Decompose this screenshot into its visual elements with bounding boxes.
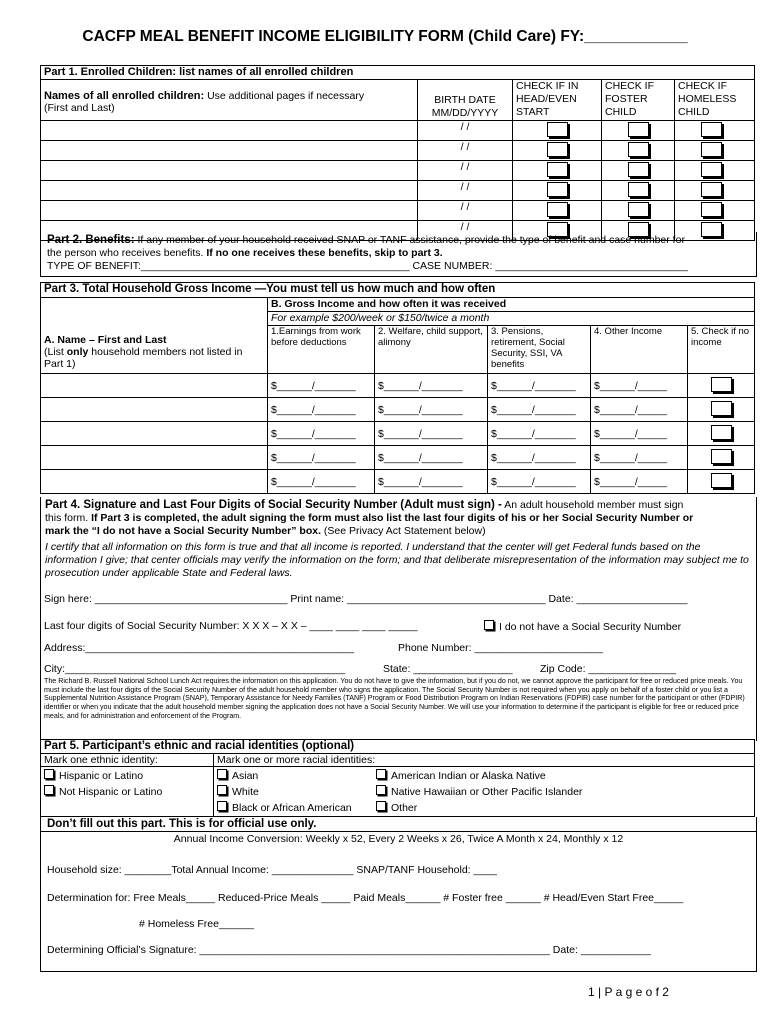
part2-text2b: If no one receives these benefits, skip to part 3. xyxy=(206,247,443,259)
other-income-cell[interactable]: $______/_____ xyxy=(591,422,688,446)
part2-section xyxy=(40,232,757,277)
names-header-sub: (First and Last) xyxy=(44,102,115,114)
race-options-left xyxy=(214,767,374,817)
household-size-line[interactable]: Household size: ________Total Annual Income: ______________ SNAP/TANF Household: ____ xyxy=(47,864,497,876)
headstart-cell xyxy=(513,121,602,141)
white-option[interactable]: White xyxy=(217,784,370,800)
sign-line[interactable]: Sign here: _________________________________ Print name: __________________________________ Date: ___________________ xyxy=(44,593,688,605)
earnings-cell[interactable]: $______/_______ xyxy=(268,470,375,494)
earnings-cell[interactable]: $______/_______ xyxy=(268,398,375,422)
no-income-cell xyxy=(688,398,755,422)
headstart-checkbox[interactable] xyxy=(547,182,568,197)
foster-checkbox[interactable] xyxy=(628,142,649,157)
child-row xyxy=(41,181,755,201)
child-name-cell[interactable] xyxy=(41,181,418,201)
city-field[interactable]: City:________________________________________________ xyxy=(44,663,346,675)
names-header-bold: Names of all enrolled children: xyxy=(44,90,205,102)
homeless-header: CHECK IF HOMELESS CHILD xyxy=(675,80,755,121)
household-member-row xyxy=(41,470,755,494)
headstart-checkbox[interactable] xyxy=(547,162,568,177)
part4-heading-rest: An adult household member must sign xyxy=(501,499,684,511)
col-noincome: 5. Check if no income xyxy=(688,326,755,374)
ethnic-options xyxy=(41,767,214,817)
homeless-checkbox[interactable] xyxy=(701,182,722,197)
homeless-cell xyxy=(675,161,755,181)
income-conversion: Annual Income Conversion: Weekly x 52, Every 2 Weeks x 26, Twice A Month x 24, Monthly x 12 xyxy=(173,833,624,845)
not-hispanic-checkbox[interactable] xyxy=(44,785,54,795)
homeless-free-line[interactable]: # Homeless Free______ xyxy=(139,918,254,930)
page-number: 1 | P a g e o f 2 xyxy=(588,985,669,999)
child-name-cell[interactable] xyxy=(41,161,418,181)
native-hawaiian-option[interactable]: Native Hawaiian or Other Pacific Islander xyxy=(376,784,751,800)
part4-heading: Part 4. Signature and Last Four Digits of Social Security Number (Adult must sign) - xyxy=(45,499,502,511)
pensions-cell[interactable]: $______/_______ xyxy=(488,374,591,398)
child-row xyxy=(41,121,755,141)
birthdate-cell[interactable]: / / xyxy=(418,181,513,201)
col-other: 4. Other Income xyxy=(591,326,688,374)
birthdate-cell[interactable]: / / xyxy=(418,221,513,241)
no-income-cell xyxy=(688,374,755,398)
pensions-cell[interactable]: $______/_______ xyxy=(488,422,591,446)
headstart-header: CHECK IF IN HEAD/EVEN START xyxy=(513,80,602,121)
other-income-cell[interactable]: $______/_____ xyxy=(591,374,688,398)
household-member-row xyxy=(41,374,755,398)
other-income-cell[interactable]: $______/_____ xyxy=(591,470,688,494)
american-indian-option[interactable]: American Indian or Alaska Native xyxy=(376,768,751,784)
welfare-cell[interactable]: $______/_______ xyxy=(375,422,488,446)
ssn-field[interactable]: Last four digits of Social Security Number: X X X – X X – ____ ____ ____ _____ xyxy=(44,620,418,632)
headstart-checkbox[interactable] xyxy=(547,202,568,217)
phone-field[interactable]: Phone Number: ______________________ xyxy=(398,642,603,654)
foster-cell xyxy=(602,121,675,141)
part1-heading: Part 1. Enrolled Children: list names of all enrolled children xyxy=(41,66,755,80)
asian-option[interactable]: Asian xyxy=(217,768,370,784)
state-field[interactable]: State: _________________ xyxy=(383,663,513,675)
official-section xyxy=(40,817,757,972)
racial-header: Mark one or more racial identities: xyxy=(214,754,755,767)
homeless-cell xyxy=(675,121,755,141)
part2-text1: If any member of your household received SNAP or TANF assistance, provide the type of benefit and case number for xyxy=(134,234,685,246)
member-name-cell[interactable] xyxy=(41,398,268,422)
black-option[interactable]: Black or African American xyxy=(217,800,370,816)
homeless-cell xyxy=(675,141,755,161)
form-title: CACFP MEAL BENEFIT INCOME ELIGIBILITY FORM (Child Care) FY:____________ xyxy=(82,28,688,45)
birthdate-cell[interactable]: / / xyxy=(418,121,513,141)
homeless-cell xyxy=(675,181,755,201)
part5-section xyxy=(40,739,755,817)
hispanic-option[interactable]: Hispanic or Latino xyxy=(44,768,210,784)
headstart-checkbox[interactable] xyxy=(547,122,568,137)
birthdate-cell[interactable]: / / xyxy=(418,161,513,181)
part4-line3a: mark the “I do not have a Social Security Number” box. xyxy=(45,525,321,537)
child-name-cell[interactable] xyxy=(41,141,418,161)
part2-text2a: the person who receives benefits. xyxy=(47,247,207,259)
foster-checkbox[interactable] xyxy=(628,202,649,217)
headstart-cell xyxy=(513,161,602,181)
other-income-cell[interactable]: $______/_____ xyxy=(591,398,688,422)
foster-cell xyxy=(602,201,675,221)
child-name-cell[interactable] xyxy=(41,201,418,221)
homeless-checkbox[interactable] xyxy=(701,202,722,217)
privacy-statement: The Richard B. Russell National School Lunch Act requires the information on this application. You do not have to give the information, but if you do not, we cannot approve the participant for free or reduced price meals. You must include the last four digits of the Social Security Number of the adult household member who signs the application. The Social Security Number is not required when you apply on behalf of a foster child or you list a Supplemental Nutrition Assistance Program (SNAP), Temporary Assistance for Needy Families (TANF) Program or Food Distribution Program on Indian Reservations (FDPIR) case number for the participant or other (FDPIR) identifier or when you indicate that the adult household member signing the application does not have a Social Security Number. We will use your information to determine if the participant is eligible for free or reduced price meals, and for administration and enforcement of the Program. xyxy=(44,677,745,720)
child-row xyxy=(41,201,755,221)
member-name-cell[interactable] xyxy=(41,446,268,470)
pensions-cell[interactable]: $______/_______ xyxy=(488,446,591,470)
headstart-checkbox[interactable] xyxy=(547,142,568,157)
household-member-row xyxy=(41,398,755,422)
official-signature-line[interactable]: Determining Official’s Signature: ____________________________________________________________ Date: ____________ xyxy=(47,944,651,956)
foster-checkbox[interactable] xyxy=(628,122,649,137)
child-name-cell[interactable] xyxy=(41,121,418,141)
no-ssn-checkbox[interactable] xyxy=(484,620,494,630)
ethnic-header: Mark one ethnic identity: xyxy=(41,754,214,767)
part1-section xyxy=(40,65,755,241)
no-ssn-option[interactable] xyxy=(484,620,681,633)
earnings-cell[interactable]: $______/_______ xyxy=(268,422,375,446)
col-pensions: 3. Pensions, retirement, Social Security, SSI, VA benefits xyxy=(488,326,591,374)
white-checkbox[interactable] xyxy=(217,785,227,795)
pensions-cell[interactable]: $______/_______ xyxy=(488,470,591,494)
determination-line[interactable]: Determination for: Free Meals_____ Reduced-Price Meals _____ Paid Meals______ # Foster free ______ # Head/Even Start Free_____ xyxy=(47,892,684,904)
part2-heading: Part 2. Benefits: xyxy=(47,234,135,246)
no-income-checkbox[interactable] xyxy=(711,473,732,488)
no-income-checkbox[interactable] xyxy=(711,401,732,416)
no-income-checkbox[interactable] xyxy=(711,377,732,392)
address-field[interactable]: Address:______________________________________________ xyxy=(44,642,355,654)
names-header-rest: Use additional pages if necessary xyxy=(204,90,365,102)
certification-text: I certify that all information on this form is true and that all income is reported. I understand that the center will get Federal funds based on the information I give; that center officials may verify the information on the form; and that deliberate misrepresentation of the information may subject me to prosecution under applicable State and Federal laws. xyxy=(45,541,749,579)
asian-checkbox[interactable] xyxy=(217,769,227,779)
names-header xyxy=(41,80,418,121)
household-member-row xyxy=(41,446,755,470)
household-member-row xyxy=(41,422,755,446)
member-name-cell[interactable] xyxy=(41,374,268,398)
foster-cell xyxy=(602,141,675,161)
not-hispanic-option[interactable]: Not Hispanic or Latino xyxy=(44,784,210,800)
no-income-cell xyxy=(688,446,755,470)
welfare-cell[interactable]: $______/_______ xyxy=(375,446,488,470)
earnings-cell[interactable]: $______/_______ xyxy=(268,446,375,470)
col-welfare: 2. Welfare, child support, alimony xyxy=(375,326,488,374)
pensions-cell[interactable]: $______/_______ xyxy=(488,398,591,422)
part3-heading: Part 3. Total Household Gross Income —You must tell us how much and how often xyxy=(41,283,755,298)
member-name-cell[interactable] xyxy=(41,470,268,494)
no-income-checkbox[interactable] xyxy=(711,449,732,464)
black-checkbox[interactable] xyxy=(217,801,227,811)
hispanic-checkbox[interactable] xyxy=(44,769,54,779)
foster-header: CHECK IF FOSTER CHILD xyxy=(602,80,675,121)
homeless-checkbox[interactable] xyxy=(701,162,722,177)
part4-line2a: this form. xyxy=(45,512,92,524)
child-row xyxy=(41,141,755,161)
no-income-cell xyxy=(688,470,755,494)
part3-example: For example $200/week or $150/twice a month xyxy=(268,312,755,326)
no-ssn-label: I do not have a Social Security Number xyxy=(499,621,682,633)
col-earnings: 1.Earnings from work before deductions xyxy=(268,326,375,374)
part3-b-heading: B. Gross Income and how often it was received xyxy=(268,298,755,312)
zip-field[interactable]: Zip Code: _______________ xyxy=(540,663,677,675)
part3-name-header: A. Name – First and Last (List only household members not listed in Part 1) xyxy=(41,298,268,374)
other-income-cell[interactable]: $______/_____ xyxy=(591,446,688,470)
homeless-cell xyxy=(675,201,755,221)
no-income-checkbox[interactable] xyxy=(711,425,732,440)
official-heading: Don’t fill out this part. This is for official use only. xyxy=(41,817,756,832)
welfare-cell[interactable]: $______/_______ xyxy=(375,470,488,494)
headstart-cell xyxy=(513,141,602,161)
race-options-right xyxy=(373,767,755,817)
part3-section xyxy=(40,282,755,494)
member-name-cell[interactable] xyxy=(41,422,268,446)
birthdate-cell[interactable]: / / xyxy=(418,201,513,221)
child-row xyxy=(41,161,755,181)
foster-cell xyxy=(602,161,675,181)
homeless-checkbox[interactable] xyxy=(701,142,722,157)
no-income-cell xyxy=(688,422,755,446)
foster-checkbox[interactable] xyxy=(628,182,649,197)
other-race-checkbox[interactable] xyxy=(376,801,386,811)
part5-heading: Part 5. Participant’s ethnic and racial identities (optional) xyxy=(41,740,755,754)
birthdate-cell[interactable]: / / xyxy=(418,141,513,161)
benefit-type-field[interactable]: TYPE OF BENEFIT:______________________________________________ CASE NUMBER: _________________________________ xyxy=(47,260,689,272)
homeless-checkbox[interactable] xyxy=(701,122,722,137)
earnings-cell[interactable]: $______/_______ xyxy=(268,374,375,398)
american-indian-checkbox[interactable] xyxy=(376,769,386,779)
part4-line3b: (See Privacy Act Statement below) xyxy=(321,525,486,537)
foster-cell xyxy=(602,181,675,201)
welfare-cell[interactable]: $______/_______ xyxy=(375,374,488,398)
part4-line2b: If Part 3 is completed, the adult signing the form must also list the last four digits of his or her Social Security Number or xyxy=(91,512,694,524)
birthdate-header: BIRTH DATE MM/DD/YYYY xyxy=(418,80,513,121)
native-hawaiian-checkbox[interactable] xyxy=(376,785,386,795)
headstart-cell xyxy=(513,201,602,221)
headstart-cell xyxy=(513,181,602,201)
foster-checkbox[interactable] xyxy=(628,162,649,177)
welfare-cell[interactable]: $______/_______ xyxy=(375,398,488,422)
other-race-option[interactable]: Other xyxy=(376,800,751,816)
